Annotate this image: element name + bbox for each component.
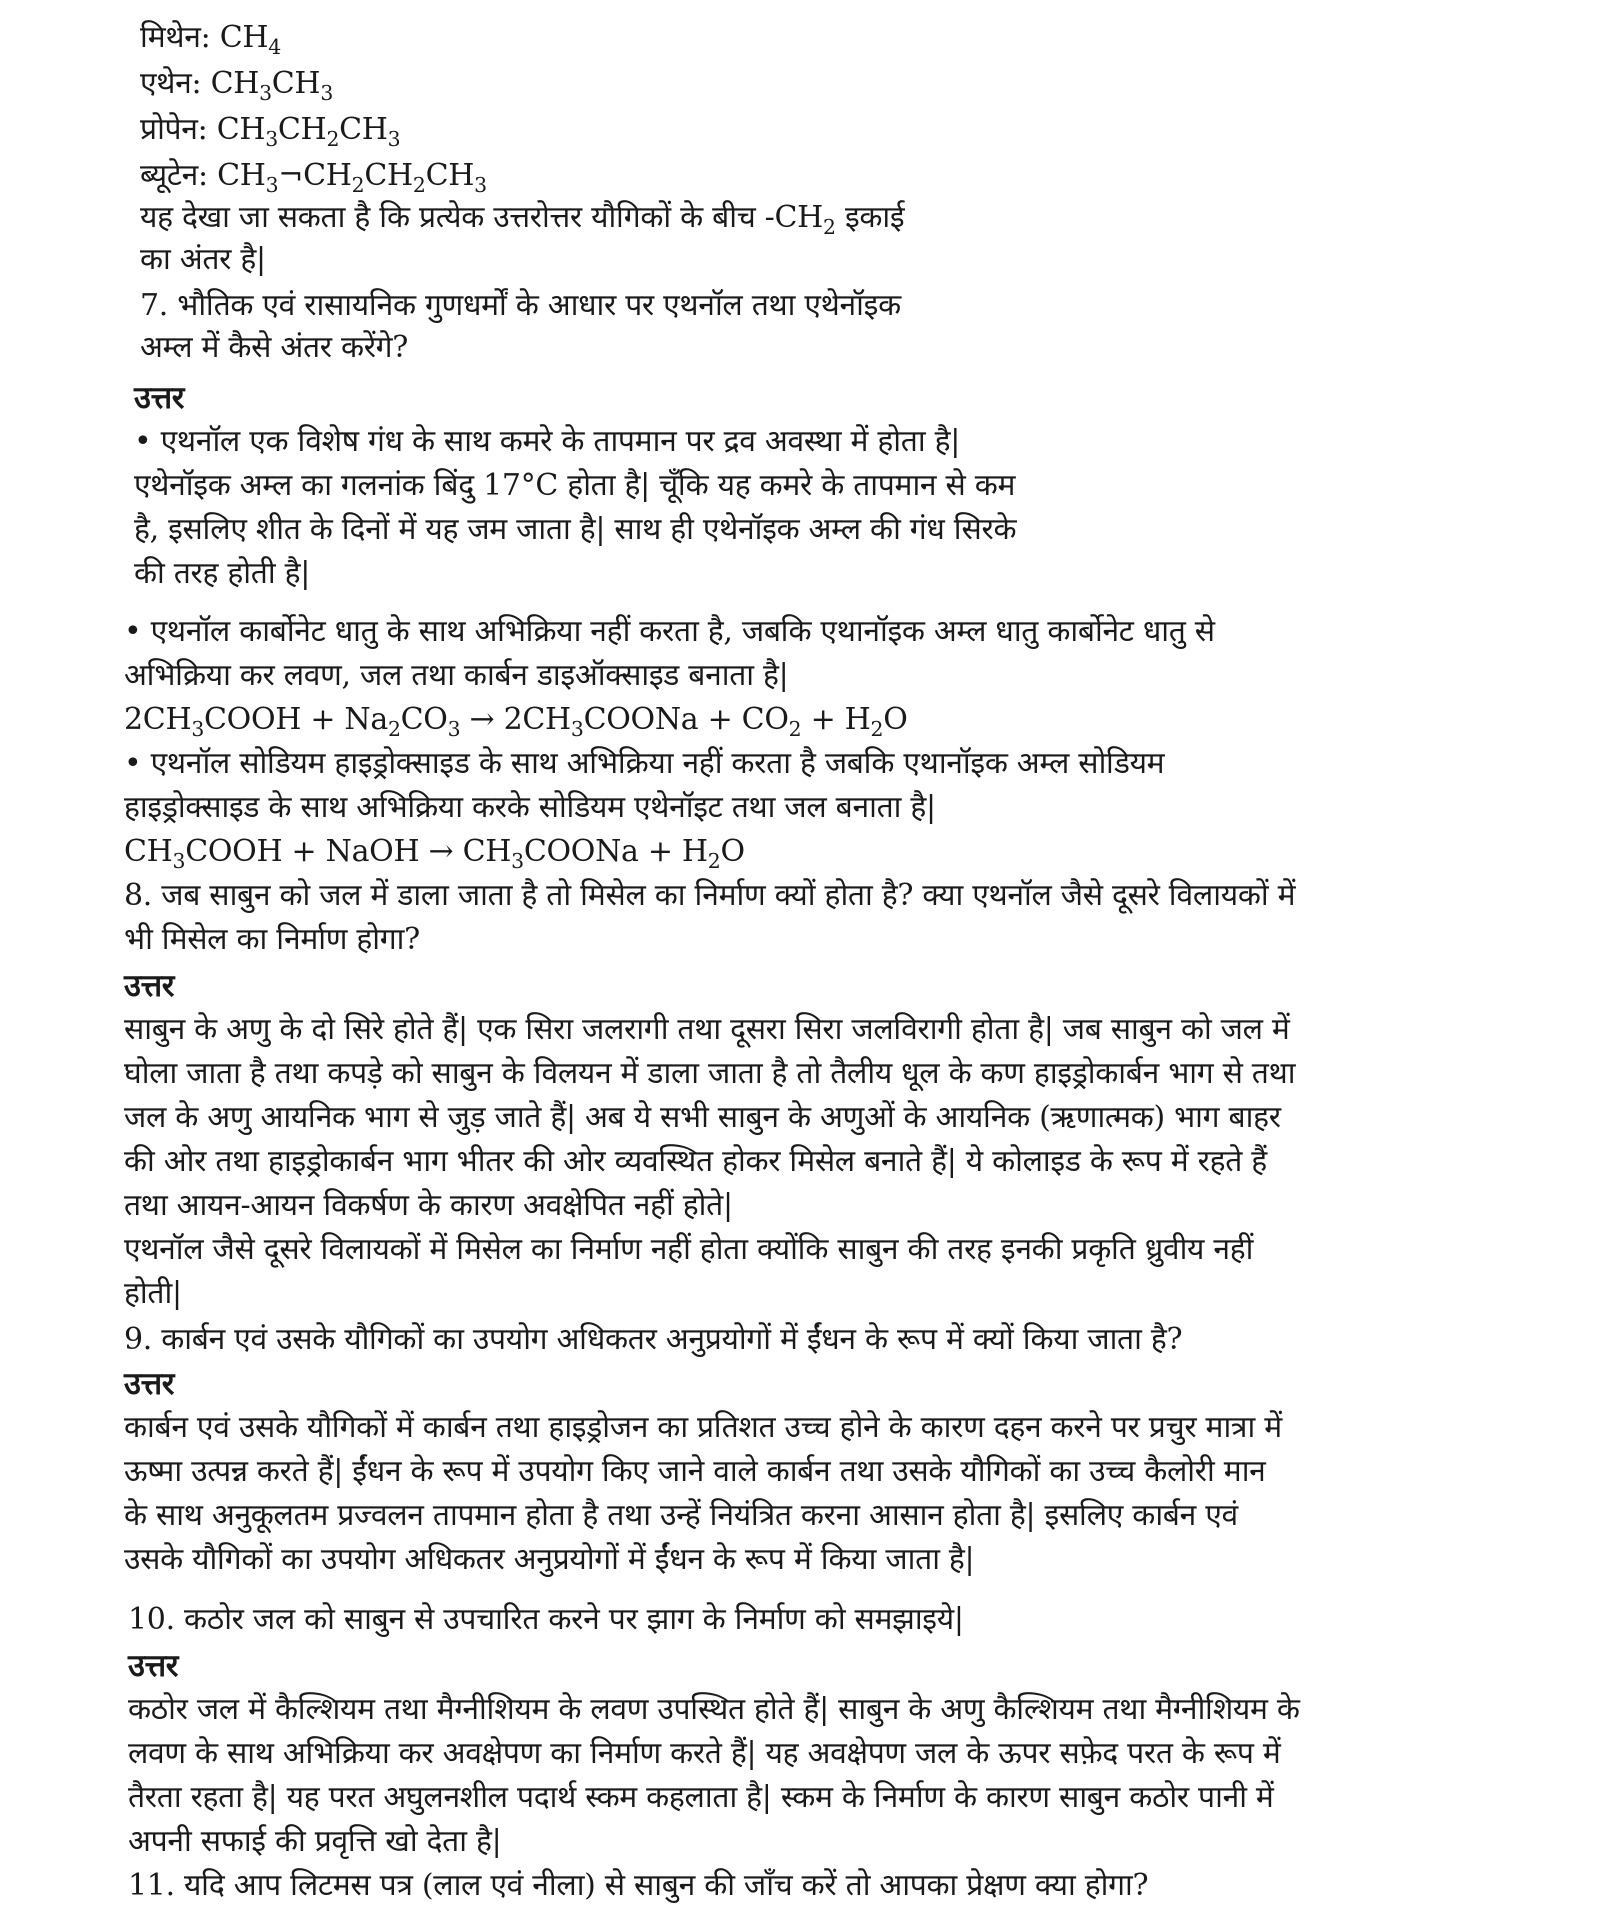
q9-answer-line-3: के साथ अनुकूलतम प्रज्वलन तापमान होता है तथा उन्हें नियंत्रित करना आसान होता है| इसलिए कार्बन एवं — [124, 1498, 1238, 1533]
q7-para1-line-1: • एथनॉल एक विशेष गंध के साथ कमरे के तापमान पर द्रव अवस्था में होता है| — [134, 424, 961, 459]
q8-answer-line-5: तथा आयन-आयन विकर्षण के कारण अवक्षेपित नहीं होते| — [124, 1188, 733, 1223]
intro-line-1: यह देखा जा सकता है कि प्रत्येक उत्तरोत्तर यौगिकों के बीच $-CH_2$ इकाई — [140, 200, 905, 240]
question-11: 11. यदि आप लिटमस पत्र (लाल एवं नीला) से साबुन की जाँच करें तो आपका प्रेक्षण क्या होगा? — [128, 1868, 1149, 1903]
equation-1: $2CH_3COOH + Na_2CO_3$ → $2CH_3COONa + CO_2 + H_2O$ — [124, 702, 908, 742]
q10-answer-line-2: लवण के साथ अभिक्रिया कर अवक्षेपण का निर्माण करते हैं| यह अवक्षेपण जल के ऊपर सफ़ेद परत के रूप में — [128, 1736, 1281, 1771]
q9-answer-line-4: उसके यौगिकों का उपयोग अधिकतर अनुप्रयोगों में ईंधन के रूप में किया जाता है| — [124, 1542, 975, 1577]
answer-heading-10: उत्तर — [128, 1648, 179, 1684]
formula-butane: ब्यूटेन: $CH_3\neg CH_2CH_2CH_3$ — [140, 158, 487, 198]
question-9: 9. कार्बन एवं उसके यौगिकों का उपयोग अधिकतर अनुप्रयोगों में ईंधन के रूप में क्यों किया जाता है? — [124, 1322, 1183, 1357]
formula-ethane: एथेन: $CH_3CH_3$ — [140, 66, 333, 106]
question-7-line-1: 7. भौतिक एवं रासायनिक गुणधर्मों के आधार पर एथनॉल तथा एथेनॉइक — [140, 288, 901, 323]
q10-answer-line-4: अपनी सफाई की प्रवृत्ति खो देता है| — [128, 1824, 502, 1859]
intro-line-2: का अंतर है| — [140, 242, 266, 277]
q8-answer-line-7: होती| — [124, 1276, 182, 1311]
question-7-line-2: अम्ल में कैसे अंतर करेंगे? — [140, 330, 409, 365]
q9-answer-line-1: कार्बन एवं उसके यौगिकों में कार्बन तथा हाइड्रोजन का प्रतिशत उच्च होने के कारण दहन करने पर प्रचुर मात्रा में — [124, 1410, 1282, 1445]
answer-heading-7: उत्तर — [134, 380, 185, 416]
q9-answer-line-2: ऊष्मा उत्पन्न करते हैं| ईंधन के रूप में उपयोग किए जाने वाले कार्बन तथा उसके यौगिकों का उच्च कैलोरी मान — [124, 1454, 1266, 1489]
question-8-line-1: 8. जब साबुन को जल में डाला जाता है तो मिसेल का निर्माण क्यों होता है? क्या एथनॉल जैसे दूसरे विलायकों में — [124, 878, 1296, 913]
formula-propane: प्रोपेन: $CH_3CH_2CH_3$ — [140, 112, 401, 152]
equation-2: $CH_3COOH$ + NaOH → $CH_3COONa + H_2O$ — [124, 834, 745, 874]
q7-para1-line-2: एथेनॉइक अम्ल का गलनांक बिंदु 17°C होता है| चूँकि यह कमरे के तापमान से कम — [134, 468, 1016, 503]
q8-answer-line-3: जल के अणु आयनिक भाग से जुड़ जाते हैं| अब ये सभी साबुन के अणुओं के आयनिक (ऋणात्मक) भाग बाहर — [124, 1100, 1281, 1135]
q7-para3-line-2: हाइड्रोक्साइड के साथ अभिक्रिया करके सोडियम एथेनॉइट तथा जल बनाता है| — [124, 790, 936, 825]
q7-para3-line-1: • एथनॉल सोडियम हाइड्रोक्साइड के साथ अभिक्रिया नहीं करता है जबकि एथानॉइक अम्ल सोडियम — [124, 746, 1165, 781]
q7-para2-line-1: • एथनॉल कार्बोनेट धातु के साथ अभिक्रिया नहीं करता है, जबकि एथानॉइक अम्ल धातु कार्बोनेट धातु से — [124, 614, 1215, 649]
q8-answer-line-4: की ओर तथा हाइड्रोकार्बन भाग भीतर की ओर व्यवस्थित होकर मिसेल बनाते हैं| ये कोलाइड के रूप में रहते हैं — [124, 1144, 1267, 1179]
q8-answer-line-1: साबुन के अणु के दो सिरे होते हैं| एक सिरा जलरागी तथा दूसरा सिरा जलविरागी होता है| जब साबुन को जल में — [124, 1012, 1290, 1047]
formula-methane: मिथेन: $CH_4$ — [140, 20, 281, 60]
answer-heading-9: उत्तर — [124, 1366, 175, 1402]
question-8-line-2: भी मिसेल का निर्माण होगा? — [124, 922, 420, 957]
answer-heading-8: उत्तर — [124, 968, 175, 1004]
q7-para2-line-2: अभिक्रिया कर लवण, जल तथा कार्बन डाइऑक्साइड बनाता है| — [124, 658, 789, 693]
q7-para1-line-3: है, इसलिए शीत के दिनों में यह जम जाता है| साथ ही एथेनॉइक अम्ल की गंध सिरके — [134, 512, 1017, 547]
q10-answer-line-3: तैरता रहता है| यह परत अघुलनशील पदार्थ स्कम कहलाता है| स्कम के निर्माण के कारण साबुन कठोर पानी में — [128, 1780, 1274, 1815]
q7-para1-line-4: की तरह होती है| — [134, 556, 311, 591]
question-10: 10. कठोर जल को साबुन से उपचारित करने पर झाग के निर्माण को समझाइये| — [128, 1602, 964, 1637]
q8-answer-line-2: घोला जाता है तथा कपड़े को साबुन के विलयन में डाला जाता है तो तैलीय धूल के कण हाइड्रोकार्बन भाग से तथा — [124, 1056, 1296, 1091]
q10-answer-line-1: कठोर जल में कैल्शियम तथा मैग्नीशियम के लवण उपस्थित होते हैं| साबुन के अणु कैल्शियम तथा मैग्नीशियम के — [128, 1692, 1300, 1727]
q8-answer-line-6: एथनॉल जैसे दूसरे विलायकों में मिसेल का निर्माण नहीं होता क्योंकि साबुन की तरह इनकी प्रकृति ध्रुवीय नहीं — [124, 1232, 1254, 1267]
